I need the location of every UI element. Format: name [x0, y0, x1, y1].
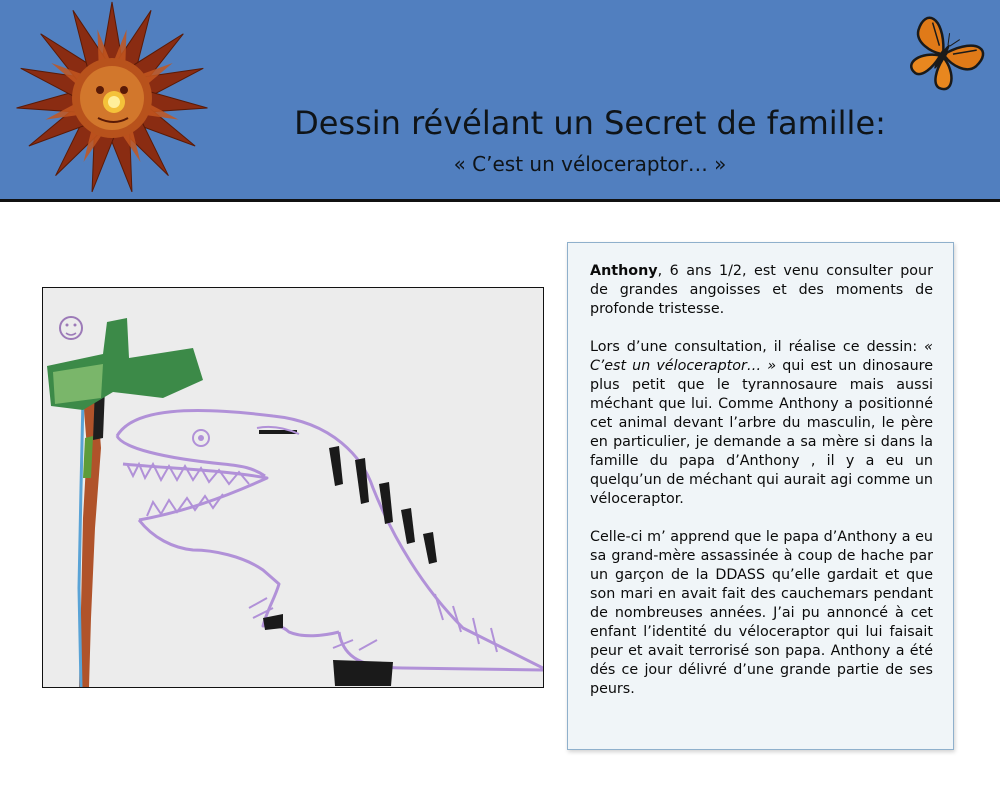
quote-text: « C’est un véloceraptor… » [590, 339, 933, 374]
story-paragraph-1 [590, 262, 933, 319]
page-subtitle: « C’est un véloceraptor… » [453, 152, 727, 176]
header-banner [0, 0, 1000, 202]
story-panel [567, 242, 954, 750]
story-paragraph-2-intro: Lors d’une consultation, il réalise ce dessin: [590, 339, 925, 355]
child-name: Anthony [590, 263, 658, 279]
sun-icon [0, 0, 232, 200]
velociraptor-drawing-icon [43, 288, 543, 687]
story-paragraph-3: Celle-ci m’ apprend que le papa d’Anthony a eu sa grand-mère assassinée à coup de hache par un garçon de la DDASS qu’elle gardait et que son mari en avait fait des cauchemars pendant de nombreuses années. J’ai pu annoncé à cet enfant l’identité du véloceraptor qui lui faisait peur et avait terrorisé son papa. Anthony a été dés ce jour délivré d’une grande partie de ses peurs. [590, 529, 933, 697]
page-title: Dessin révélant un Secret de famille: [294, 104, 886, 142]
child-drawing [42, 287, 544, 688]
story-paragraph-1-text: , 6 ans 1/2, est venu consulter pour de grandes angoisses et des moments de profonde tristesse. [590, 263, 933, 317]
story-paragraph-2-text: qui est un dinosaure plus petit que le tyrannosaure mais aussi méchant que lui. Comme Anthony a positionné cet animal devant l’arbre du masculin, le père en particulier, je demande a sa mère si dans la famille du papa d’Anthony , il y a eu un quelqu’un de méchant qui aurait agi comme un véloceraptor. [590, 358, 933, 507]
butterfly-icon [900, 12, 986, 98]
story-paragraph-2 [590, 338, 933, 509]
